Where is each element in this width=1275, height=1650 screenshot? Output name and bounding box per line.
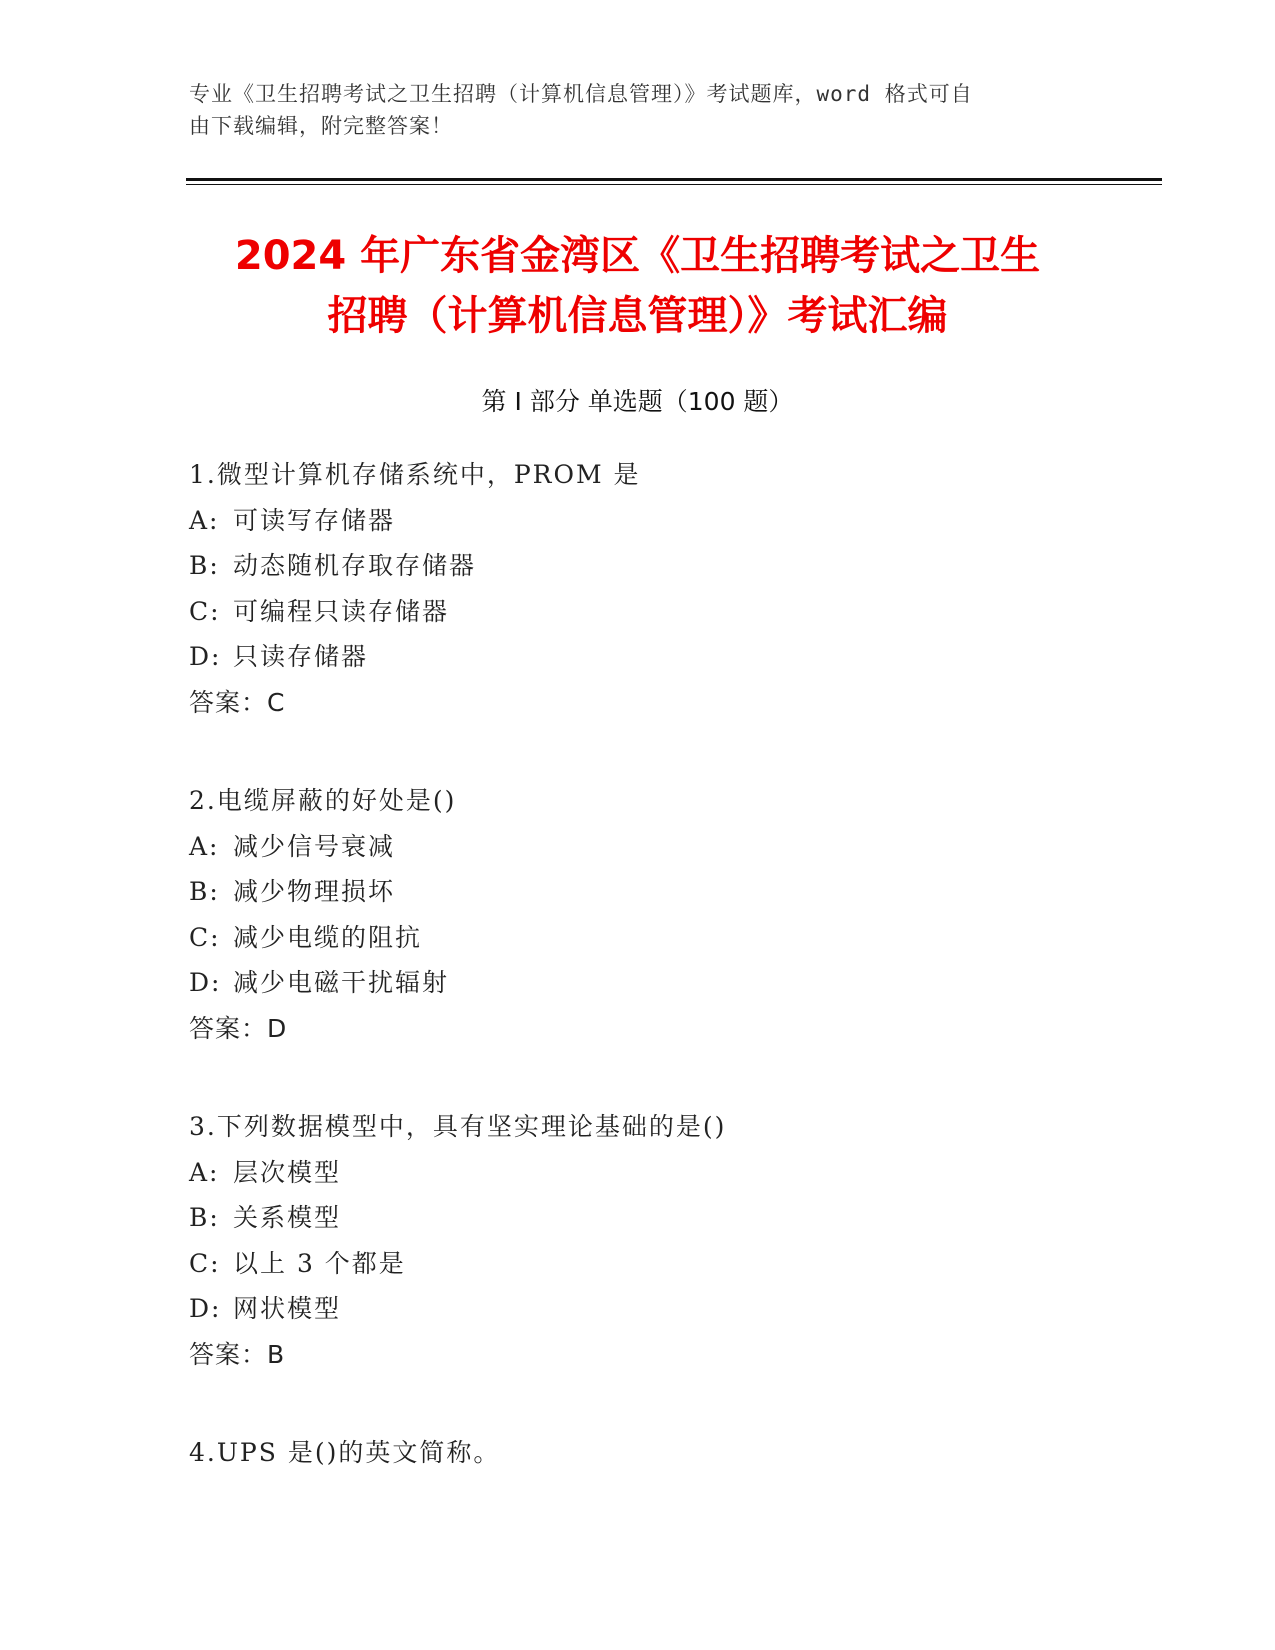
- option-letter: B:: [189, 877, 220, 906]
- question-3: [189, 1104, 1139, 1377]
- option-letter: B:: [189, 1203, 220, 1232]
- header-rule-thick: [186, 178, 1162, 181]
- question-stem: 3.下列数据模型中，具有坚实理论基础的是(): [189, 1112, 727, 1141]
- option-a: [189, 1150, 1139, 1196]
- option-d: [189, 960, 1139, 1006]
- option-c: [189, 589, 1139, 635]
- option-letter: C:: [189, 1248, 221, 1278]
- option-text: 层次模型: [233, 1157, 342, 1187]
- option-c: [189, 915, 1139, 961]
- option-text: 动态随机存取存储器: [233, 551, 477, 580]
- option-letter: D:: [189, 1294, 222, 1323]
- question-2: [189, 778, 1139, 1051]
- option-text: 只读存储器: [233, 642, 369, 671]
- option-text: 网状模型: [233, 1294, 342, 1323]
- option-text: 可读写存储器: [233, 505, 396, 535]
- option-letter: C:: [189, 596, 221, 626]
- option-letter: A:: [189, 505, 220, 535]
- option-d: [189, 634, 1139, 680]
- document-title: [150, 226, 1125, 346]
- question-stem: 2.电缆屏蔽的好处是(): [189, 786, 457, 815]
- option-text: 减少电缆的阻抗: [233, 922, 423, 952]
- answer-line: 答案：B: [189, 1339, 286, 1369]
- answer-line: 答案：D: [189, 1013, 288, 1043]
- option-letter: A:: [189, 831, 220, 861]
- option-text: 减少物理损坏: [233, 877, 396, 906]
- question-stem: 4.UPS 是()的英文简称。: [189, 1438, 501, 1467]
- option-letter: B:: [189, 551, 220, 580]
- option-b: [189, 1195, 1139, 1241]
- document-title-line-1: 2024 年广东省金湾区《卫生招聘考试之卫生: [234, 233, 1041, 279]
- header-note: [189, 78, 1069, 142]
- question-1: [189, 452, 1139, 725]
- header-note-line-1: 专业《卫生招聘考试之卫生招聘（计算机信息管理）》考试题库，word 格式可自: [189, 82, 973, 106]
- header-rule-thin: [186, 184, 1162, 185]
- question-stem: 1.微型计算机存储系统中，PROM 是: [189, 460, 641, 489]
- option-d: [189, 1286, 1139, 1332]
- option-text: 可编程只读存储器: [233, 596, 450, 626]
- header-note-line-2: 由下载编辑，附完整答案！: [189, 114, 453, 138]
- option-letter: C:: [189, 922, 221, 952]
- option-b: [189, 543, 1139, 589]
- document-title-line-2: 招聘（计算机信息管理）》考试汇编: [327, 293, 948, 339]
- option-letter: A:: [189, 1157, 220, 1187]
- option-a: [189, 824, 1139, 870]
- answer-line: 答案：C: [189, 687, 286, 717]
- option-letter: D:: [189, 642, 222, 671]
- option-letter: D:: [189, 968, 222, 997]
- option-text: 减少电磁干扰辐射: [233, 968, 450, 997]
- option-c: [189, 1241, 1139, 1287]
- option-text: 关系模型: [233, 1203, 342, 1232]
- option-a: [189, 498, 1139, 544]
- option-b: [189, 869, 1139, 915]
- option-text: 以上 3 个都是: [233, 1248, 406, 1278]
- option-text: 减少信号衰减: [233, 831, 396, 861]
- section-title: 第 I 部分 单选题（100 题）: [481, 387, 794, 416]
- question-4: [189, 1430, 1139, 1476]
